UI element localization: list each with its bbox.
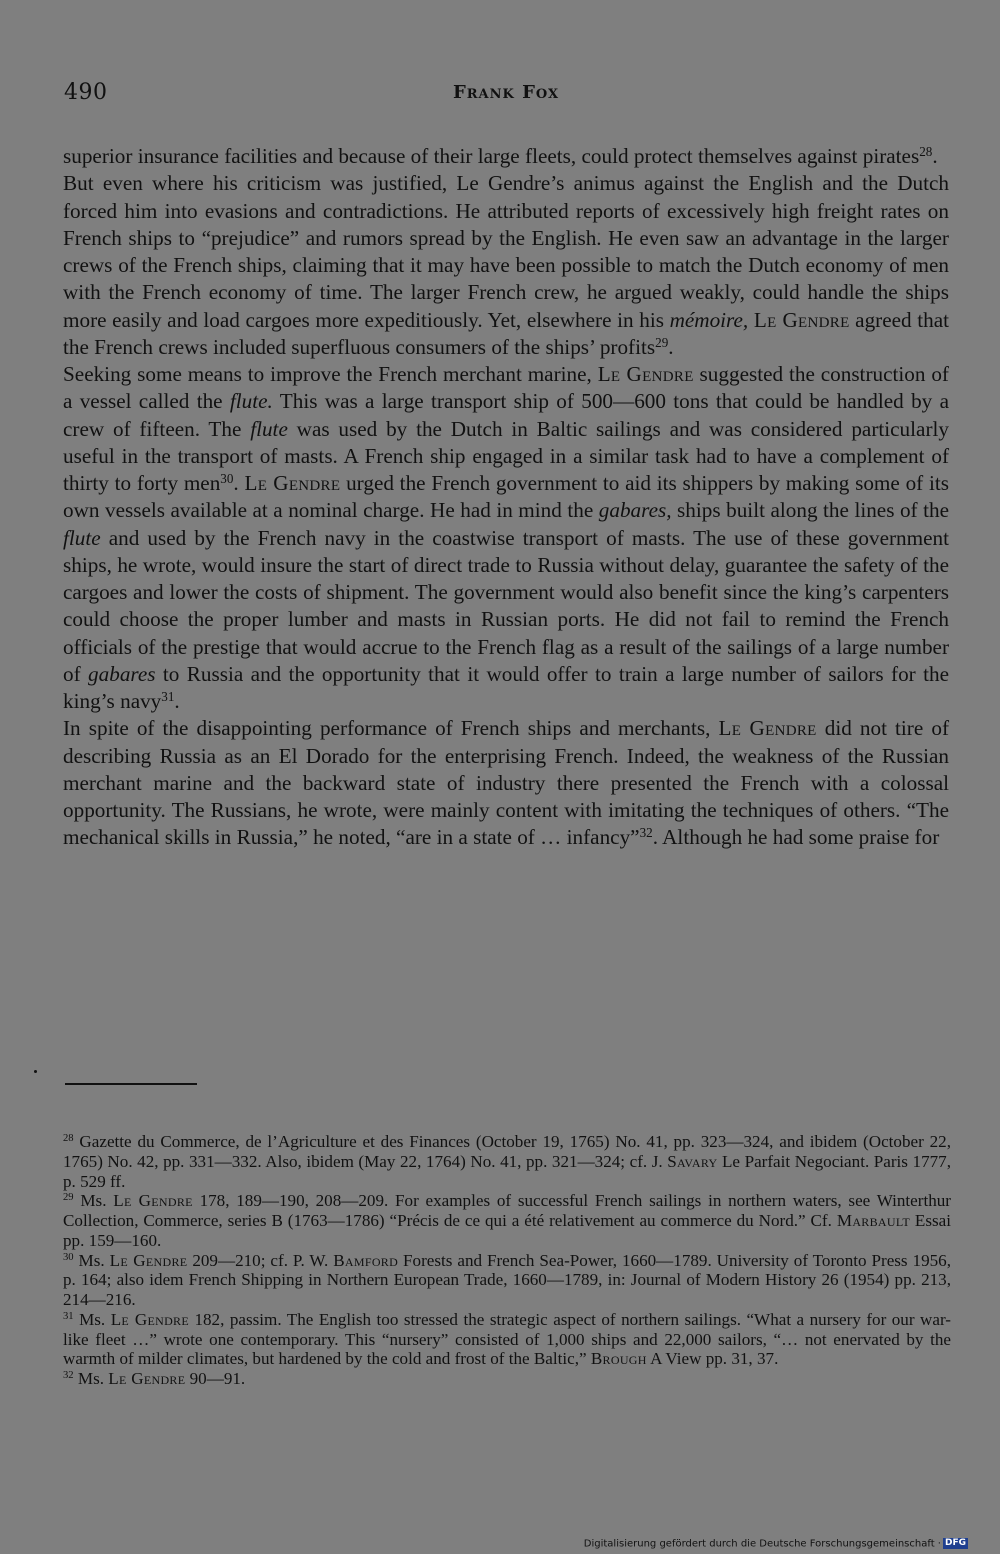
footnote-number: 30 xyxy=(63,1251,74,1263)
author-name: Brough xyxy=(590,1349,647,1369)
text-run: superior insurance facilities and because of their large fleets, could protect themselves against pirates xyxy=(63,144,920,168)
footnote-ref-30: 30 xyxy=(220,470,234,486)
footnote-divider xyxy=(65,1083,197,1085)
italic-term: flute xyxy=(250,416,288,441)
text-run: urged the French government to aid its shippers by making some of its own vessels available at a nominal charge. He had in mind the xyxy=(63,471,949,523)
page-header xyxy=(64,80,948,114)
text-run: did not tire of describing Russia as an El Dorado for the enterprising French. Indeed, the weakness of the Russian merchant marine and the backward state of industry there presented the French with a colossal opportunity. The Russians, he wrote, were mainly content with imitating the techniques of others. “The mechanical skills in Russia,” he noted, “are in a state of … infancy” xyxy=(63,716,949,850)
footnote-number: 32 xyxy=(63,1370,74,1382)
text-run: In spite of the disappointing performance of French ships and merchants, xyxy=(63,716,719,741)
footnote-30 xyxy=(63,1251,951,1310)
author-name: Savary xyxy=(667,1151,718,1171)
text-run: A View pp. 31, 37. xyxy=(646,1349,779,1369)
text-run: Essai pp. 159—160. xyxy=(63,1211,952,1250)
author-name: Le Gendre xyxy=(597,362,694,386)
author-name: Le Gendre xyxy=(108,1369,186,1388)
dfg-logo: DFG xyxy=(944,1538,966,1548)
text-run: 178, 189—190, 208—209. For examples of successful French sailings in northern waters, see Winterthur Collection, Commerce, series B (1763—1786) “Précis de ce qui a été relativement au commerce du Nord.” Cf. xyxy=(63,1191,952,1230)
digitization-credit xyxy=(584,1538,968,1550)
text-run: Ms. xyxy=(73,1191,114,1211)
paragraph-1 xyxy=(63,143,949,170)
main-text xyxy=(63,143,949,852)
credit-text: Digitalisierung gefördert durch die Deutsche Forschungsgemeinschaft · xyxy=(583,1538,941,1550)
footnote-31 xyxy=(63,1310,951,1369)
author-name: Le Gendre xyxy=(753,307,850,332)
page-number: 490 xyxy=(64,80,108,105)
text-run: But even where his criticism was justified, Le Gendre’s animus against the English and the Dutch forced him into evasions and contradictions. He attributed reports of excessively high freight rates on French ships to “prejudice” and rumors spread by the English. He even saw an advantage in the larger crews of the French ships, claiming that it may have been possible to match the Dutch economy of men with the French economy of time. The larger French crew, he argued weakly, could handle the ships more easily and load cargoes more expeditiously. Yet, elsewhere in his xyxy=(63,171,949,332)
text-run: Gazette du Commerce, de l’Agriculture et des Finances (October 19, 1765) No. 41, pp. 323—324, and ibidem (October 22, 1765) No. 42, pp. 331—332. Also, ibidem (May 22, 1764) No. 41, pp. 321—324; cf. J. xyxy=(63,1132,951,1171)
footnote-32 xyxy=(63,1369,951,1389)
author-name: Bamford xyxy=(333,1250,399,1270)
text-run: was used by the Dutch in Baltic sailings and was considered particularly useful in the transport of masts. A French ship engaged in a similar task had to have a complement of thirty to forty men xyxy=(63,416,949,495)
italic-term: mémoire, xyxy=(669,307,749,332)
text-run: suggested the construction of a vessel called the xyxy=(63,362,949,414)
italic-term: flute. xyxy=(229,389,273,414)
text-run: . Although he had some praise for xyxy=(652,825,940,850)
text-run: . xyxy=(233,471,245,495)
footnote-ref-28: 28 xyxy=(919,143,933,159)
text-run: Ms. xyxy=(73,1369,109,1388)
author-name: Le Gendre xyxy=(113,1191,193,1211)
paragraph-4 xyxy=(63,715,949,851)
footnote-ref-31: 31 xyxy=(161,688,175,704)
text-run: This was a large transport ship of 500—600 tons that could be handled by a crew of fifteen. The xyxy=(63,389,949,441)
footnote-29 xyxy=(63,1191,951,1250)
footnote-number: 28 xyxy=(63,1133,74,1145)
text-run: and used by the French navy in the coastwise transport of masts. The use of these government ships, he wrote, would insure the start of direct trade to Russia without delay, guarantee the safety of the cargoes and lower the costs of shipment. The government would also benefit since the king’s carpenters could choose the proper lumber and masts in Russian ports. He did not fail to remind the French officials of the prestige that would accrue to the French flag as a result of the sailings of a large number of xyxy=(63,525,949,686)
paragraph-3 xyxy=(63,361,949,715)
text-run: Le Parfait Negociant. Paris 1777, p. 529 ff. xyxy=(63,1151,951,1191)
text-run: . xyxy=(932,144,938,168)
author-name: Le Gendre xyxy=(109,1250,188,1270)
author-name: Le Gendre xyxy=(110,1309,189,1329)
text-run: Forests and French Sea-Power, 1660—1789. University of Toronto Press 1956, p. 164; also idem French Shipping in Northern European Trade, 1660—1789, in: Journal of Modern History 26 (1954) pp. 213, 214—216. xyxy=(63,1250,951,1309)
running-head: Frank Fox xyxy=(452,82,560,103)
text-run: Seeking some means to improve the French merchant marine, xyxy=(63,362,598,386)
text-run: 209—210; cf. P. W. xyxy=(187,1250,334,1270)
author-name: Le Gendre xyxy=(244,471,341,495)
paragraph-2 xyxy=(63,170,949,361)
footnote-ref-29: 29 xyxy=(655,334,669,350)
text-run: . xyxy=(668,334,674,359)
text-run: ships built along the lines of the xyxy=(671,498,949,523)
footnote-number: 29 xyxy=(63,1192,74,1204)
author-name: Marbault xyxy=(836,1211,910,1230)
author-name: Le Gendre xyxy=(718,716,817,741)
text-run: to Russia and the opportunity that it would offer to train a large number of sailors for the king’s navy xyxy=(63,661,950,713)
text-run: Ms. xyxy=(73,1309,111,1329)
text-run: Ms. xyxy=(73,1250,110,1270)
text-run: agreed that the French crews included superfluous consumers of the ships’ profits xyxy=(63,307,950,359)
footnotes xyxy=(63,1132,951,1389)
footnote-28 xyxy=(63,1132,951,1191)
footnote-number: 31 xyxy=(63,1310,74,1322)
scan-speck xyxy=(34,1070,37,1073)
text-run: . xyxy=(174,689,180,713)
text-run: 90—91. xyxy=(185,1369,246,1388)
footnote-ref-32: 32 xyxy=(639,825,653,841)
text-run: 182, passim. The English too stressed the strategic aspect of northern sailings. “What a nursery for our war-like fleet …” wrote one contemporary. This “nursery” consisted of 1,000 ships and 22,000 sailors, “… not enervated by the warmth of milder climates, but hardened by the cold and frost of the Baltic,” xyxy=(63,1309,952,1369)
italic-term: gabares, xyxy=(598,498,672,523)
italic-term: flute xyxy=(63,525,101,550)
italic-term: gabares xyxy=(88,661,156,686)
